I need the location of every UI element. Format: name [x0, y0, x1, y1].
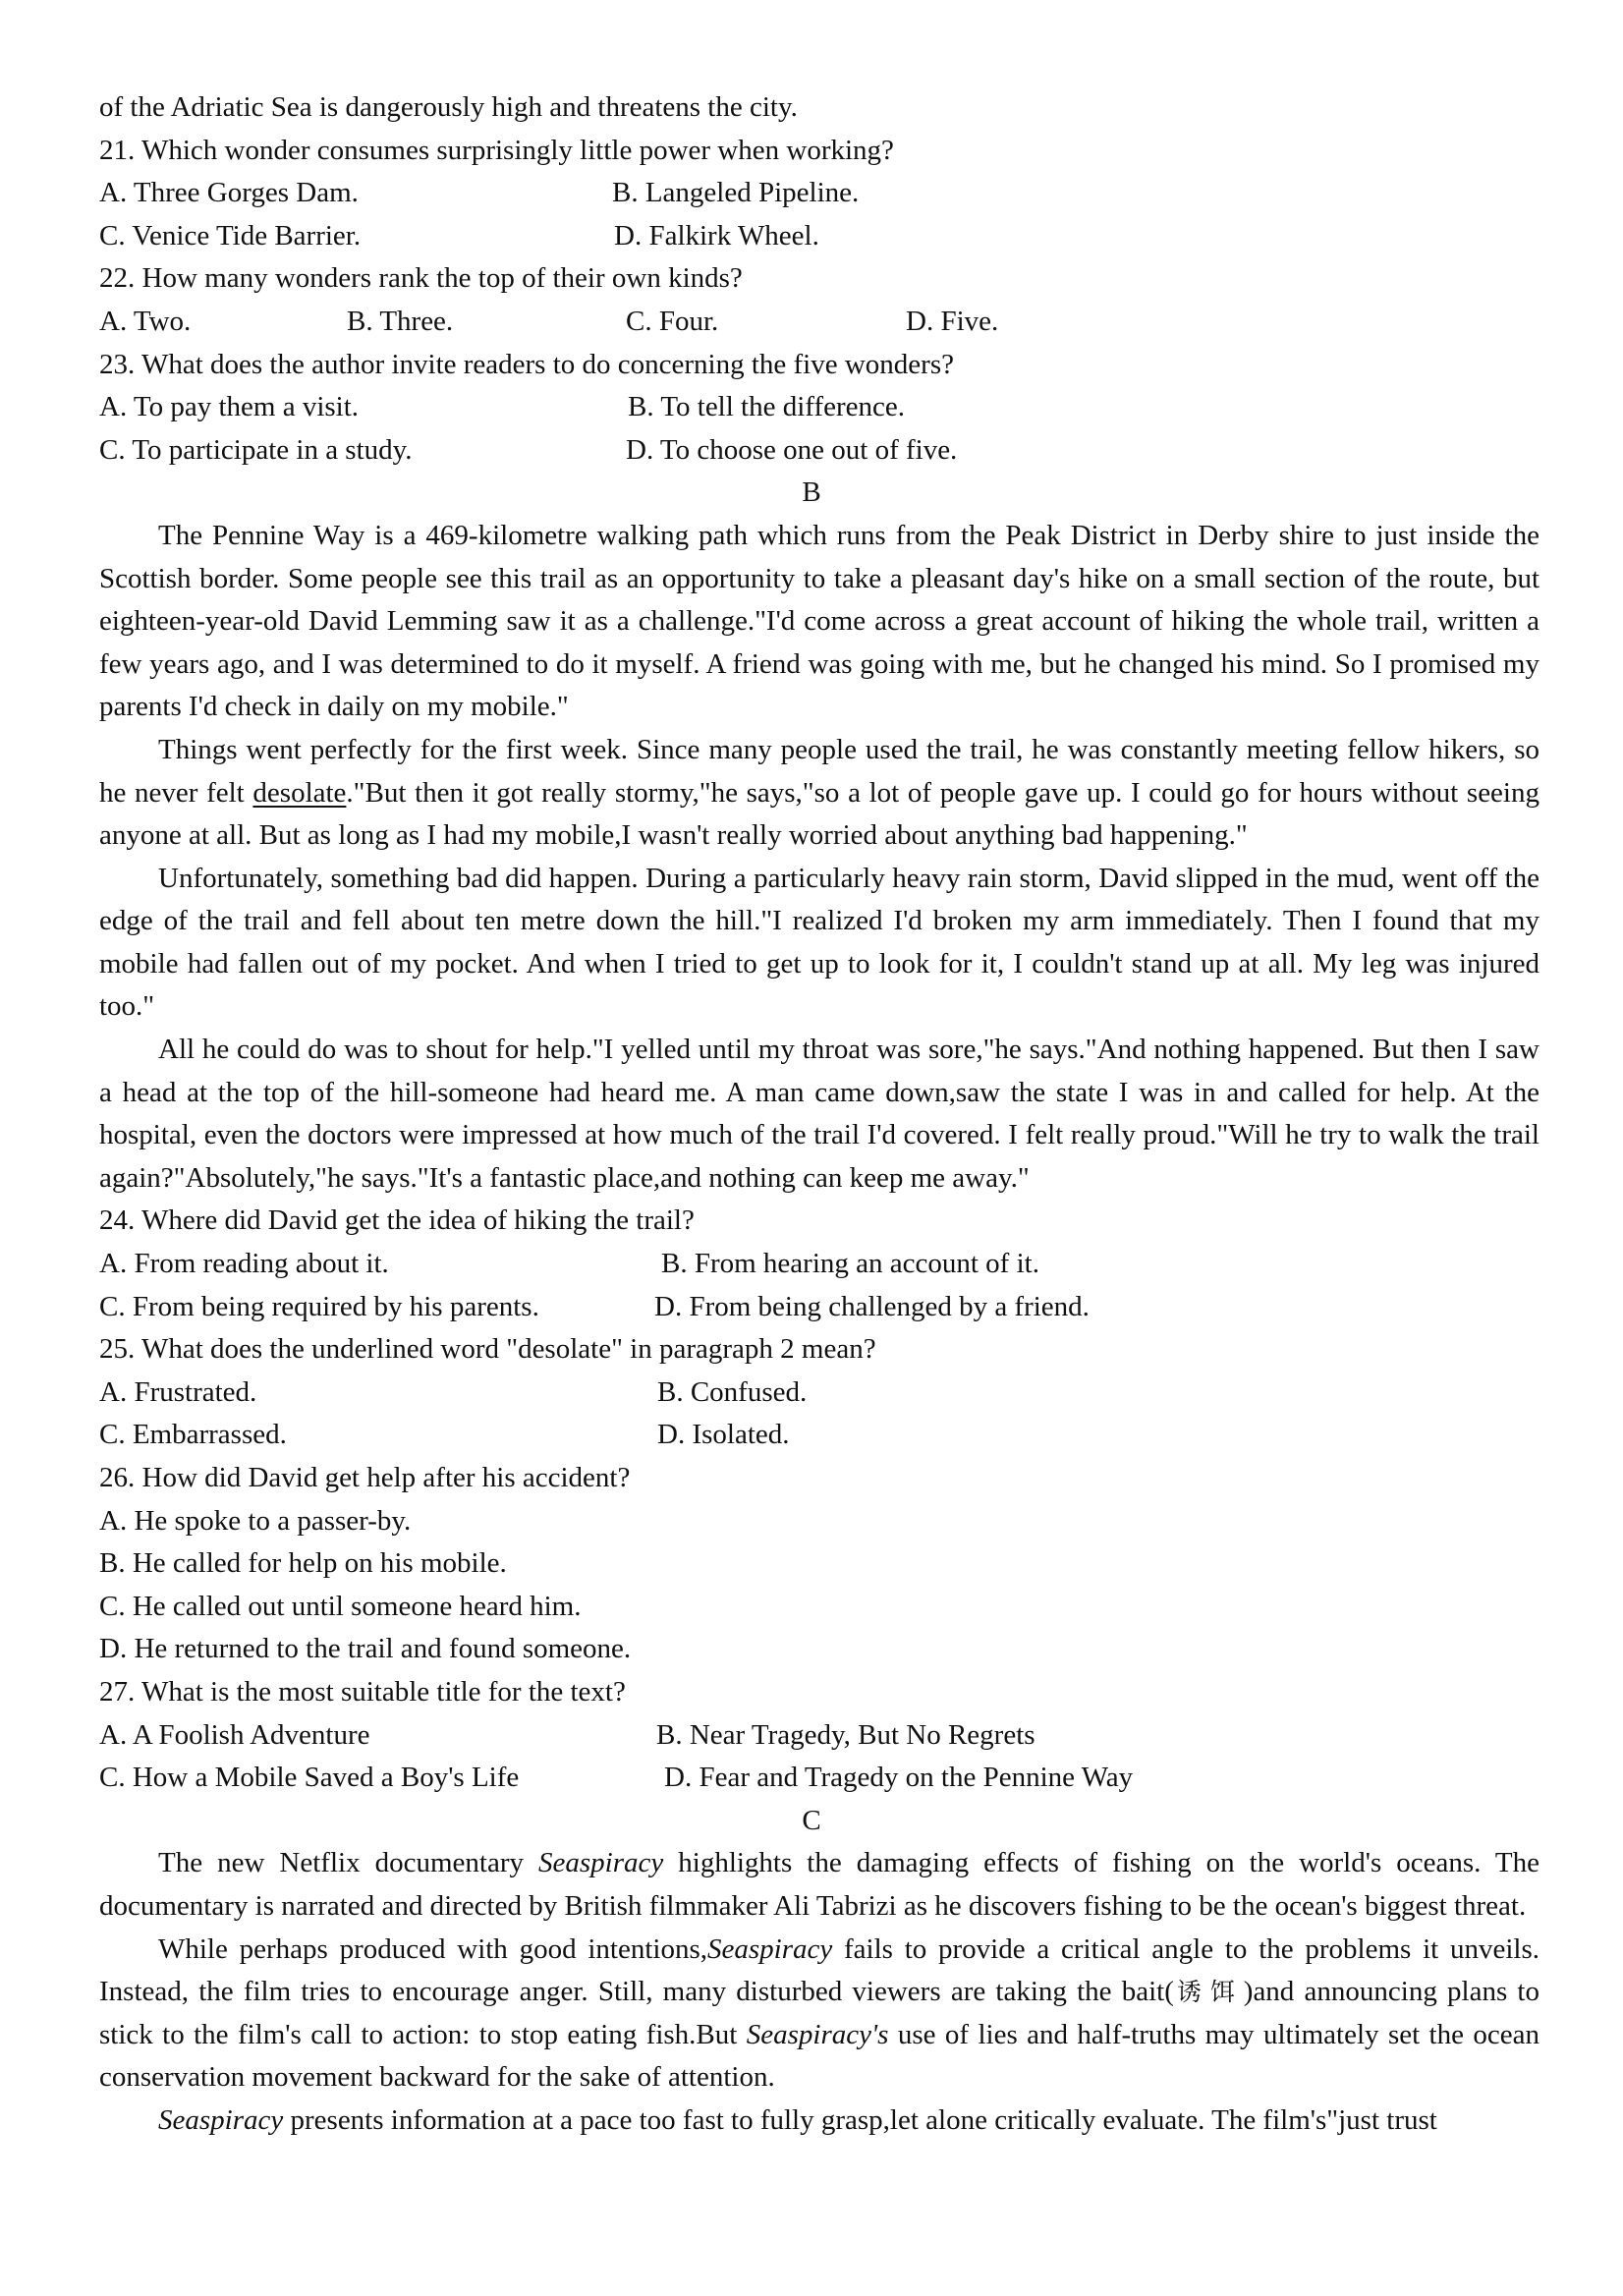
question-23-options-row-2: [99, 429, 1539, 473]
passage-a-closing-line: of the Adriatic Sea is dangerously high and threatens the city.: [99, 91, 798, 123]
question-27-option-d: D. Fear and Tragedy on the Pennine Way: [664, 1762, 1134, 1794]
question-25-options-row-2: [99, 1414, 1539, 1457]
question-24-option-a: A. From reading about it.: [99, 1248, 389, 1280]
passage-b-p2-text-1: Things went perfectly for the first week. Since many people used the trail, he was constantly meeting fellow hikers, so he never felt: [99, 733, 1539, 809]
passage-b-paragraph-4: All he could do was to shout for help."I yelled until my throat was sore,"he says."And nothing happened. But then I saw a head at the top of the hill-someone had heard me. A man came down,saw the state I was in and called for help. At the hospital, even the doctors were impressed at how much of the trail I'd covered. I felt really proud."Will he try to walk the trail again?"Absolutely,"he says."It's a fantastic place,and nothing can keep me away.": [99, 1034, 1539, 1194]
passage-c-p1-text-1: The new Netflix documentary: [158, 1847, 538, 1879]
question-24-options-row-2: [99, 1286, 1539, 1329]
question-27-option-a: A. A Foolish Adventure: [99, 1718, 370, 1751]
question-23-options-row-1: [99, 386, 1539, 429]
question-21-option-b: B. Langeled Pipeline.: [612, 177, 860, 209]
question-24-option-c: C. From being required by his parents.: [99, 1290, 539, 1322]
film-title-seaspiracy-possessive: Seaspiracy's: [746, 2018, 889, 2050]
passage-b-paragraph-1: The Pennine Way is a 469-kilometre walking path which runs from the Peak District in Derby shire to just inside the Scottish border. Some people see this trail as an opportunity to take a pleasant day's hike on a small section of the route, but eighteen-year-old David Lemming saw it as a challenge."I'd come across a great account of hiking the whole trail, written a few years ago, and I was determined to do it myself. A friend was going with me, but he changed his mind. So I promised my parents I'd check in daily on my mobile.": [99, 519, 1539, 723]
question-24-option-b: B. From hearing an account of it.: [661, 1248, 1039, 1280]
passage-b-paragraph-3: Unfortunately, something bad did happen. During a particularly heavy rain storm, David slipped in the mud, went off the edge of the trail and fell about ten metre down the hill."I realized I'd broken my arm immediately. Then I found that my mobile had fallen out of my pocket. And when I tried to get up to look for it, I couldn't stand up at all. My leg was injured too.": [99, 862, 1539, 1023]
question-25-option-b: B. Confused.: [657, 1375, 808, 1408]
question-26-stem: 26. How did David get help after his accident?: [99, 1462, 631, 1493]
question-22-option-c: C. Four.: [626, 305, 719, 337]
question-23-option-d: D. To choose one out of five.: [626, 433, 958, 466]
chinese-gloss-bait: 诱饵: [1173, 1978, 1244, 2007]
question-27-stem: 27. What is the most suitable title for the text?: [99, 1675, 626, 1708]
question-27-options-row-2: [99, 1757, 1539, 1800]
question-25-option-d: D. Isolated.: [657, 1419, 790, 1451]
passage-c-paragraph-3: [99, 2100, 1539, 2143]
question-26-option-d: D. He returned to the trail and found someone.: [99, 1633, 632, 1665]
question-22-option-b: B. Three.: [347, 305, 454, 337]
passage-c-p2-text-2: fails to provide a critical angle to the problems it unveils. Instead, the film tries to encourage anger. Still, many disturbed viewers are taking the bait(: [99, 1932, 1539, 2008]
passage-c-p1-text-2: highlights the damaging effects of fishing on the world's oceans. The documentary is narrated and directed by British filmmaker Ali Tabrizi as he discovers fishing to be the ocean's biggest threat.: [99, 1847, 1539, 1922]
question-21-option-a: A. Three Gorges Dam.: [99, 177, 359, 209]
question-23-option-c: C. To participate in a study.: [99, 433, 413, 466]
section-c-heading: C: [802, 1804, 821, 1836]
film-title-seaspiracy: Seaspiracy: [706, 1932, 833, 1965]
film-title-seaspiracy: Seaspiracy: [158, 2103, 284, 2136]
question-25-option-c: C. Embarrassed.: [99, 1419, 287, 1451]
question-22-options-row: [99, 301, 1539, 344]
question-24-options-row-1: [99, 1243, 1539, 1286]
question-24-stem: 24. Where did David get the idea of hiking the trail?: [99, 1204, 695, 1237]
question-21-options-row-2: [99, 215, 1539, 258]
passage-c-paragraph-1: [99, 1842, 1539, 1928]
film-title-seaspiracy: Seaspiracy: [538, 1847, 664, 1879]
passage-b-paragraph-2: [99, 729, 1539, 858]
question-27-option-c: C. How a Mobile Saved a Boy's Life: [99, 1762, 520, 1794]
passage-c-p2-text-1: While perhaps produced with good intentions,: [158, 1932, 707, 1965]
passage-c-p2-text-3: )and announcing plans to stick to the film's call to action: to stop eating fish.But: [99, 1976, 1539, 2050]
question-22-option-d: D. Five.: [906, 305, 999, 337]
question-25-stem: 25. What does the underlined word "desolate" in paragraph 2 mean?: [99, 1333, 876, 1366]
question-22-stem: 22. How many wonders rank the top of their own kinds?: [99, 262, 743, 295]
question-21-stem: 21. Which wonder consumes surprisingly little power when working?: [99, 134, 894, 166]
question-23-stem: 23. What does the author invite readers to do concerning the five wonders?: [99, 348, 954, 380]
question-22-option-a: A. Two.: [99, 305, 192, 337]
passage-c-p2-text-4: use of lies and half-truths may ultimately set the ocean conservation movement backward for the sake of attention.: [99, 2018, 1539, 2094]
question-21-option-c: C. Venice Tide Barrier.: [99, 219, 362, 252]
question-21-options-row-1: [99, 172, 1539, 215]
question-23-option-b: B. To tell the difference.: [628, 391, 905, 423]
passage-b-p2-text-2: ."But then it got really stormy,"he says,"so a lot of people gave up. I could go for hours without seeing anyone at all. But as long as I had my mobile,I wasn't really worried about anything bad happening.": [99, 776, 1539, 852]
question-25-options-row-1: [99, 1372, 1539, 1415]
question-21-option-d: D. Falkirk Wheel.: [614, 219, 819, 252]
question-26-option-b: B. He called for help on his mobile.: [99, 1547, 507, 1580]
question-27-option-b: B. Near Tragedy, But No Regrets: [656, 1718, 1035, 1751]
question-25-option-a: A. Frustrated.: [99, 1375, 257, 1408]
passage-c-paragraph-2: [99, 1929, 1539, 2100]
question-23-option-a: A. To pay them a visit.: [99, 391, 360, 423]
underlined-word-desolate: desolate: [252, 776, 347, 809]
passage-c-p3-text-1: presents information at a pace too fast to fully grasp,let alone critically evaluate. The film's"just trust: [283, 2103, 1437, 2136]
section-b-heading: B: [802, 476, 821, 509]
question-26-option-c: C. He called out until someone heard him.: [99, 1590, 582, 1622]
question-27-options-row-1: [99, 1714, 1539, 1758]
question-24-option-d: D. From being challenged by a friend.: [654, 1290, 1090, 1322]
exam-page: [99, 86, 1539, 2143]
question-26-option-a: A. He spoke to a passer-by.: [99, 1504, 412, 1537]
